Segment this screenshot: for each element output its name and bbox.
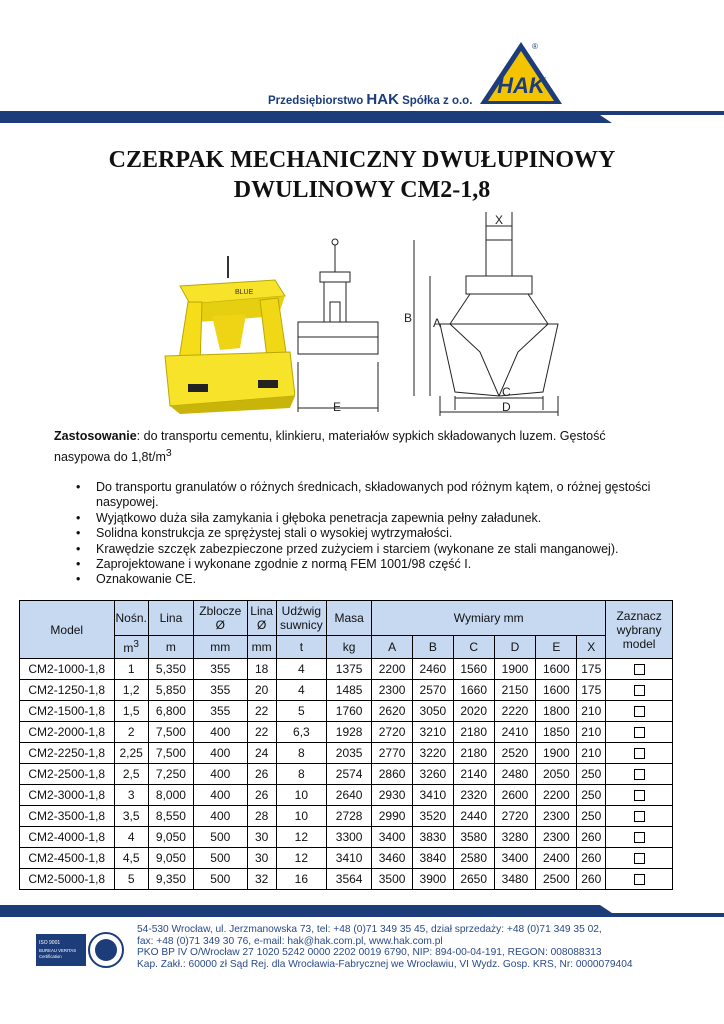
value-cell: 3260 [412,764,453,785]
value-cell: 6,800 [148,701,193,722]
value-cell: 30 [247,848,276,869]
value-cell: 3520 [412,806,453,827]
col-model: Model [20,601,115,659]
model-cell: CM2-4500-1,8 [20,848,115,869]
value-cell: 260 [577,869,606,890]
table-row [20,659,673,680]
value-cell: 1850 [536,722,577,743]
value-cell: 3460 [372,848,413,869]
table-row [20,869,673,890]
value-cell: 400 [193,764,247,785]
col-udzwig-l1: Udźwig [281,604,322,618]
title-line-2: DWULINOWY CM2-1,8 [233,177,491,203]
footer-line-3: PKO BP IV O/Wrocław 27 1020 5242 0000 2202 0019 6790, NIP: 894-00-04-191, REGON: 008088313 [137,947,602,959]
value-cell: 1,5 [114,701,148,722]
page-title [0,145,724,205]
value-cell: 260 [577,848,606,869]
value-cell: 5,350 [148,659,193,680]
model-cell: CM2-1500-1,8 [20,701,115,722]
col-zaznacz-l2: wybrany [616,622,662,637]
value-cell: 2410 [494,722,536,743]
select-model-checkbox[interactable] [634,874,645,885]
unit-e: E [536,636,577,659]
value-cell: 210 [577,743,606,764]
spec-table-body [20,659,673,890]
value-cell: 2180 [453,722,494,743]
value-cell: 2580 [453,848,494,869]
value-cell: 20 [247,680,276,701]
value-cell: 1560 [453,659,494,680]
company-suffix: Spółka z o.o. [398,95,473,107]
value-cell: 1600 [536,659,577,680]
usage-paragraph [54,428,664,466]
value-cell: 8 [276,764,326,785]
value-cell: 2480 [494,764,536,785]
select-model-cell [606,869,673,890]
value-cell: 4 [276,680,326,701]
value-cell: 10 [276,806,326,827]
select-model-checkbox[interactable] [634,832,645,843]
value-cell: 3 [114,785,148,806]
value-cell: 3410 [412,785,453,806]
value-cell: 24 [247,743,276,764]
value-cell: 6,3 [276,722,326,743]
col-lina-phi [247,601,276,636]
select-model-checkbox[interactable] [634,790,645,801]
select-model-cell [606,827,673,848]
value-cell: 3564 [327,869,372,890]
value-cell: 3410 [327,848,372,869]
value-cell: 9,350 [148,869,193,890]
col-wymiary: Wymiary mm [372,601,606,636]
unit-nosn [114,636,148,659]
header-band [0,111,724,123]
value-cell: 250 [577,764,606,785]
value-cell: 18 [247,659,276,680]
value-cell: 1760 [327,701,372,722]
value-cell: 2460 [412,659,453,680]
value-cell: 22 [247,722,276,743]
col-zaznacz [606,601,673,659]
iso-certification-logo-icon [36,928,128,972]
value-cell: 2500 [536,869,577,890]
unit-x: X [577,636,606,659]
value-cell: 400 [193,806,247,827]
value-cell: 8,550 [148,806,193,827]
value-cell: 7,500 [148,722,193,743]
select-model-checkbox[interactable] [634,811,645,822]
spec-table [19,600,673,890]
value-cell: 2990 [372,806,413,827]
value-cell: 2720 [372,722,413,743]
table-row [20,701,673,722]
hak-logo-icon [476,38,566,106]
value-cell: 26 [247,785,276,806]
model-cell: CM2-3500-1,8 [20,806,115,827]
value-cell: 3500 [372,869,413,890]
model-cell: CM2-2500-1,8 [20,764,115,785]
value-cell: 500 [193,827,247,848]
select-model-checkbox[interactable] [634,706,645,717]
unit-masa: kg [327,636,372,659]
select-model-cell [606,848,673,869]
col-zaznacz-l3: model [622,636,656,651]
value-cell: 2620 [372,701,413,722]
value-cell: 3210 [412,722,453,743]
value-cell: 2570 [412,680,453,701]
value-cell: 250 [577,785,606,806]
dim-label-a: A [433,316,442,330]
value-cell: 2574 [327,764,372,785]
unit-c: C [453,636,494,659]
value-cell: 2200 [372,659,413,680]
value-cell: 2050 [536,764,577,785]
value-cell: 5 [114,869,148,890]
value-cell: 2728 [327,806,372,827]
logo-text: HAK [497,73,545,98]
table-row [20,785,673,806]
value-cell: 2440 [453,806,494,827]
select-model-cell [606,722,673,743]
value-cell: 2200 [536,785,577,806]
value-cell: 400 [193,722,247,743]
value-cell: 12 [276,848,326,869]
feature-item: • Solidna konstrukcja ze sprężystej stali o wysokiej wytrzymałości. [62,526,682,541]
col-zaznacz-l1: Zaznacz [616,608,662,623]
technical-drawing-icon [290,212,615,422]
col-zblocze-l1: Zblocze [199,604,242,618]
feature-item: • Zaprojektowane i wykonane zgodnie z normą FEM 1001/98 część I. [62,557,682,572]
value-cell: 400 [193,785,247,806]
select-model-cell [606,701,673,722]
value-cell: 4,5 [114,848,148,869]
select-model-checkbox[interactable] [634,853,645,864]
select-model-cell [606,785,673,806]
value-cell: 2720 [494,806,536,827]
select-model-checkbox[interactable] [634,748,645,759]
value-cell: 32 [247,869,276,890]
dim-label-c: C [502,385,511,399]
unit-nosn-base: m [123,641,134,655]
value-cell: 2930 [372,785,413,806]
value-cell: 210 [577,722,606,743]
value-cell: 3840 [412,848,453,869]
value-cell: 9,050 [148,848,193,869]
dim-label-x: X [495,213,504,227]
value-cell: 28 [247,806,276,827]
value-cell: 2180 [453,743,494,764]
value-cell: 22 [247,701,276,722]
model-cell: CM2-1250-1,8 [20,680,115,701]
value-cell: 2220 [494,701,536,722]
col-lina: Lina [148,601,193,636]
company-name [268,91,472,108]
value-cell: 3300 [327,827,372,848]
value-cell: 26 [247,764,276,785]
value-cell: 210 [577,701,606,722]
value-cell: 175 [577,680,606,701]
value-cell: 3050 [412,701,453,722]
title-line-1: CZERPAK MECHANICZNY DWUŁUPINOWY [108,147,616,173]
footer-contact [137,924,717,970]
value-cell: 4 [114,827,148,848]
model-cell: CM2-2250-1,8 [20,743,115,764]
value-cell: 2,25 [114,743,148,764]
unit-a: A [372,636,413,659]
footer-line-1: 54-530 Wrocław, ul. Jerzmanowska 73, tel: +48 (0)71 349 35 45, dział sprzedaży: +48 (0)71 349 35 02, [137,924,602,935]
feature-item: • Krawędzie szczęk zabezpieczone przed zużyciem i starciem (wykonane ze stali manganowej). [62,542,682,557]
footer-line-2: fax: +48 (0)71 349 30 76, e-mail: hak@hak.com.pl, www.hak.com.pl [137,935,443,947]
value-cell: 3900 [412,869,453,890]
feature-item: • Oznakowanie CE. [62,572,682,587]
value-cell: 2650 [453,869,494,890]
select-model-cell [606,680,673,701]
col-udzwig-l2: suwnicy [280,618,323,632]
value-cell: 2300 [372,680,413,701]
value-cell: 3400 [372,827,413,848]
iso-text: ISO 9001 [39,940,61,946]
col-lina-phi-l2: Ø [256,618,267,632]
value-cell: 2320 [453,785,494,806]
unit-lina: m [148,636,193,659]
value-cell: 5,850 [148,680,193,701]
value-cell: 355 [193,659,247,680]
col-nosn: Nośn. [114,601,148,636]
value-cell: 1485 [327,680,372,701]
footer-line-4: Kap. Zakł.: 60000 zł Sąd Rej. dla Wrocławia-Fabrycznej we Wrocławiu, VI Wydz. Gosp. KRS, Nr: 0000079404 [137,958,633,970]
select-model-checkbox[interactable] [634,664,645,675]
usage-label: Zastosowanie [54,429,137,443]
select-model-checkbox[interactable] [634,685,645,696]
value-cell: 3,5 [114,806,148,827]
select-model-cell [606,659,673,680]
table-row [20,827,673,848]
value-cell: 2020 [453,701,494,722]
unit-udzwig: t [276,636,326,659]
cert-text: Certification [39,954,62,959]
feature-item: • Wyjątkowo duża siła zamykania i głęboka penetracja zapewnia pełny załadunek. [62,511,682,526]
select-model-cell [606,743,673,764]
value-cell: 16 [276,869,326,890]
unit-nosn-sup: 3 [133,639,139,650]
col-zblocze [193,601,247,636]
value-cell: 1 [114,659,148,680]
value-cell: 2300 [536,827,577,848]
unit-d: D [494,636,536,659]
select-model-checkbox[interactable] [634,769,645,780]
table-row [20,806,673,827]
value-cell: 30 [247,827,276,848]
model-cell: CM2-1000-1,8 [20,659,115,680]
dim-label-d: D [502,400,511,414]
value-cell: 2770 [372,743,413,764]
company-hak: HAK [366,91,399,108]
value-cell: 1600 [536,680,577,701]
value-cell: 1900 [536,743,577,764]
model-cell: CM2-4000-1,8 [20,827,115,848]
value-cell: 3480 [494,869,536,890]
value-cell: 1660 [453,680,494,701]
value-cell: 2 [114,722,148,743]
table-row [20,848,673,869]
value-cell: 10 [276,785,326,806]
value-cell: 2860 [372,764,413,785]
value-cell: 5 [276,701,326,722]
bv-text: BUREAU VERITAS [39,948,77,953]
value-cell: 1375 [327,659,372,680]
value-cell: 1900 [494,659,536,680]
value-cell: 355 [193,680,247,701]
value-cell: 2300 [536,806,577,827]
value-cell: 2400 [536,848,577,869]
value-cell: 500 [193,869,247,890]
col-udzwig [276,601,326,636]
grab-photo-icon [160,256,295,416]
feature-item: • Do transportu granulatów o różnych średnicach, składowanych pod różnym kątem, o różnej gęstości nasypowej. [62,480,682,511]
value-cell: 175 [577,659,606,680]
model-cell: CM2-2000-1,8 [20,722,115,743]
unit-b: B [412,636,453,659]
value-cell: 400 [193,743,247,764]
col-lina-phi-l1: Lina [250,604,273,618]
value-cell: 9,050 [148,827,193,848]
feature-list [62,480,682,588]
value-cell: 250 [577,806,606,827]
unit-zblocze: mm [193,636,247,659]
value-cell: 2035 [327,743,372,764]
usage-sup: 3 [165,448,172,459]
value-cell: 2140 [453,764,494,785]
dim-label-e: E [333,400,342,414]
value-cell: 3580 [453,827,494,848]
value-cell: 3400 [494,848,536,869]
model-cell: CM2-3000-1,8 [20,785,115,806]
select-model-checkbox[interactable] [634,727,645,738]
footer-band [0,905,724,917]
value-cell: 2640 [327,785,372,806]
company-prefix: Przedsiębiorstwo [268,95,367,107]
value-cell: 355 [193,701,247,722]
value-cell: 2520 [494,743,536,764]
registered-mark: ® [532,42,538,51]
value-cell: 2150 [494,680,536,701]
value-cell: 1928 [327,722,372,743]
value-cell: 2,5 [114,764,148,785]
value-cell: 1,2 [114,680,148,701]
table-row [20,743,673,764]
select-model-cell [606,806,673,827]
value-cell: 500 [193,848,247,869]
table-row [20,680,673,701]
value-cell: 260 [577,827,606,848]
value-cell: 7,500 [148,743,193,764]
usage-text: : do transportu cementu, klinkieru, materiałów sypkich składowanych luzem. Gęstość nasypowa do 1,8t/m [54,429,606,465]
value-cell: 8 [276,743,326,764]
value-cell: 12 [276,827,326,848]
value-cell: 4 [276,659,326,680]
value-cell: 3220 [412,743,453,764]
model-cell: CM2-5000-1,8 [20,869,115,890]
select-model-cell [606,764,673,785]
dim-label-b: B [404,311,413,325]
value-cell: 8,000 [148,785,193,806]
photo-label: BLUE [235,289,254,296]
table-row [20,722,673,743]
value-cell: 2600 [494,785,536,806]
value-cell: 3830 [412,827,453,848]
col-zblocze-l2: Ø [215,618,225,632]
col-masa: Masa [327,601,372,636]
table-row [20,764,673,785]
value-cell: 7,250 [148,764,193,785]
value-cell: 1800 [536,701,577,722]
unit-lina-phi: mm [247,636,276,659]
value-cell: 3280 [494,827,536,848]
